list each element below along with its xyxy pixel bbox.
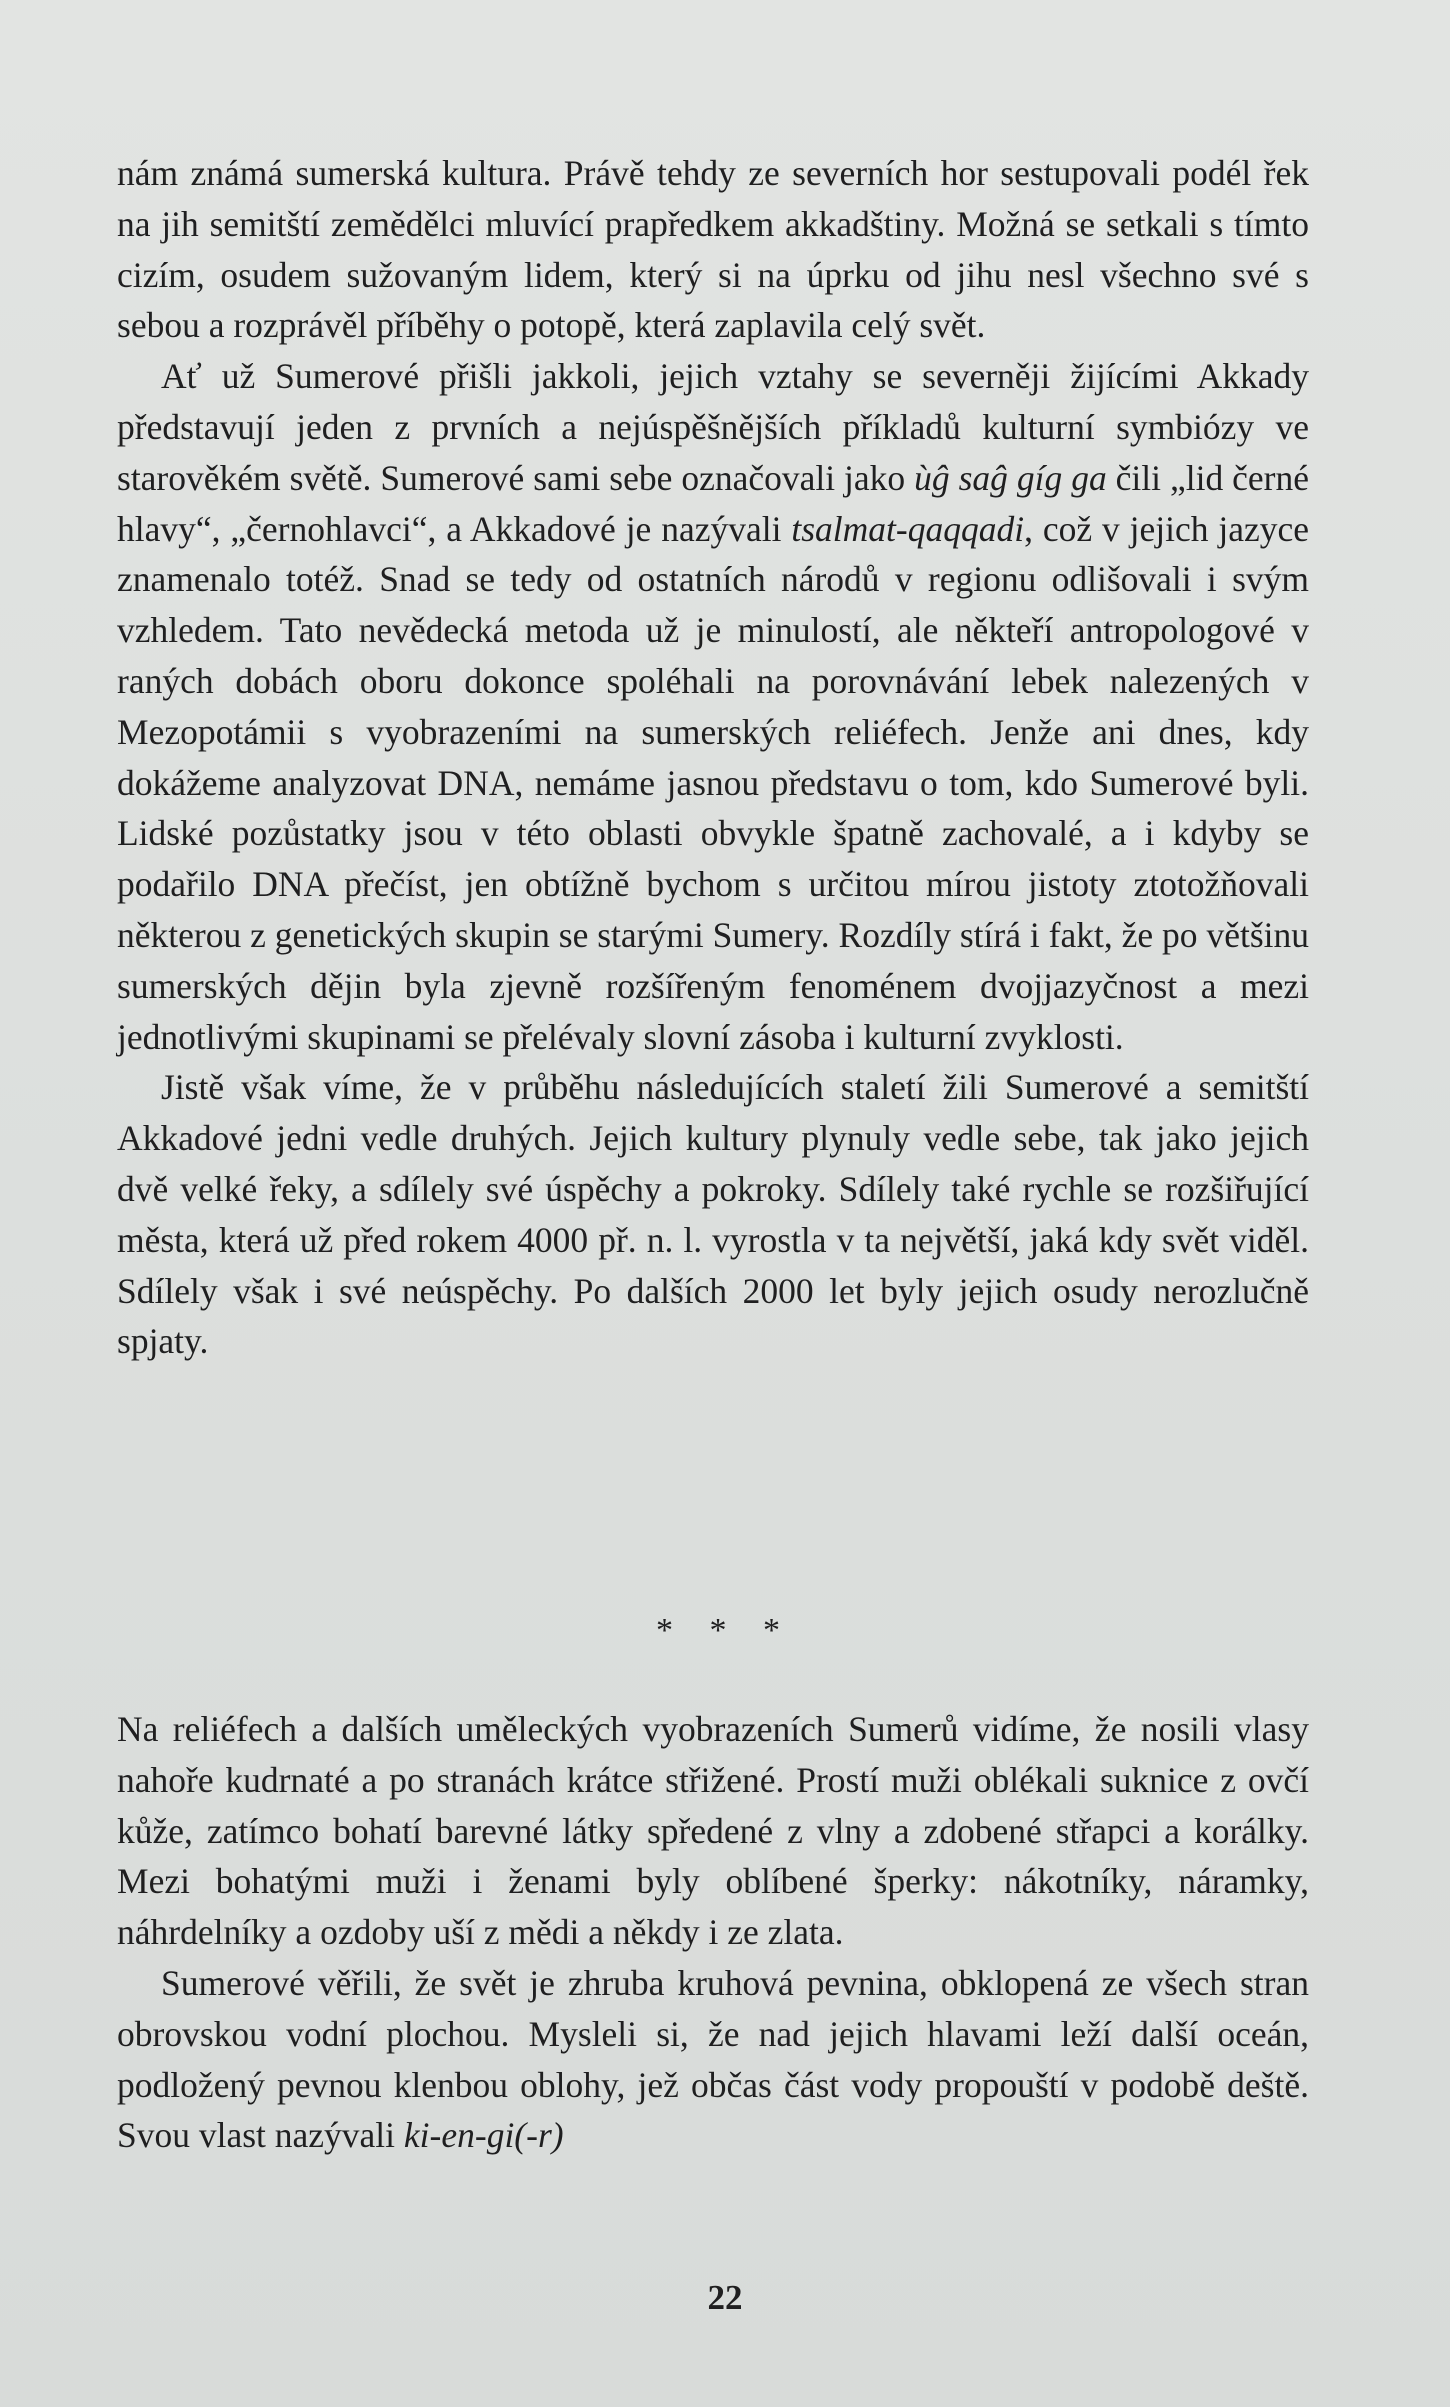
paragraph-5 — [117, 1958, 1309, 2161]
page-number: 22 — [707, 2278, 743, 2317]
homeland-term: ki-en-gi(-r) — [403, 2115, 564, 2156]
section-separator: * * * — [656, 1612, 794, 1649]
upper-text-section — [117, 148, 1309, 1367]
paragraph-2-part-a: Ať už Sumerové přišli jakkoli, jejich vztahy se severněji žijícími Akkady představují jeden z prvních a nejúspěšnějších příkladů kulturní symbiózy ve starověkém světě. Sumerové sami sebe označovali jako — [117, 356, 1309, 498]
paragraph-5-part-a: Sumerové věřili, že svět je zhruba kruhová pevnina, obklopená ze všech stran obrovskou vodní plochou. Mysleli si, že nad jejich hlavami leží další oceán, podložený pevnou klenbou oblohy, jež občas část vody propouští v podobě deště. Svou vlast nazývali — [117, 1962, 1309, 2156]
paragraph-1: nám známá sumerská kultura. Právě tehdy ze severních hor sestupovali podél řek na jih semitští zemědělci mluvící prapředkem akkadštiny. Možná se setkali s tímto cizím, osudem sužovaným lidem, který si na úprku od jihu nesl všechno své s sebou a rozprávěl příběhy o potopě, která zaplavila celý svět. — [117, 153, 1309, 346]
lower-text-section — [117, 1704, 1309, 2161]
paragraph-2-part-c: , což v jejich jazyce znamenalo totéž. Snad se tedy od ostatních národů v regionu odlišovali i svým vzhledem. Tato nevědecká metoda už je minulostí, ale někteří antropologové v raných dobách oboru dokonce spoléhali na porovnávání lebek nalezených v Mezopotámii s vyobrazeními na sumerských reliéfech. Jenže ani dnes, kdy dokážeme analyzovat DNA, nemáme jasnou představu o tom, kdo Sumerové byli. Lidské pozůstatky jsou v této oblasti obvykle špatně zachovalé, a i kdyby se podařilo DNA přečíst, jen obtížně bychom s určitou mírou jistoty ztotožňovali některou z genetických skupin se starými Sumery. Rozdíly stírá i fakt, že po většinu sumerských dějin byla zjevně rozšířeným fenoménem dvojjazyčnost a mezi jednotlivými skupinami se přelévaly slovní zásoba i kulturní zvyklosti. — [117, 508, 1309, 1057]
paragraph-2-part-b: čili „lid černé hlavy“, „černohlavci“, a Akkadové je nazývali — [117, 457, 1310, 549]
paragraph-3: Jistě však víme, že v průběhu následujících staletí žili Sumerové a semitští Akkadové jedni vedle druhých. Jejich kultury plynuly vedle sebe, tak jako jejich dvě velké řeky, a sdílely své úspěchy a pokroky. Sdílely také rychle se rozšiřující města, která už před rokem 4000 př. n. l. vyrostla v ta největší, jaká kdy svět viděl. Sdílely však i své neúspěchy. Po dalších 2000 let byly jejich osudy nerozlučně spjaty. — [117, 1067, 1309, 1362]
sumerian-self-name-term: ùĝ saĝ gíg ga — [914, 457, 1107, 498]
paragraph-2 — [117, 351, 1309, 1062]
paragraph-4: Na reliéfech a dalších uměleckých vyobrazeních Sumerů vidíme, že nosili vlasy nahoře kudrnaté a po stranách krátce střižené. Prostí muži oblékali suknice z ovčí kůže, zatímco bohatí barevné látky spředené z vlny a zdobené střapci a korálky. Mezi bohatými muži i ženami byly oblíbené šperky: nákotníky, náramky, náhrdelníky a ozdoby uší z mědi a někdy i ze zlata. — [117, 1709, 1309, 1953]
akkadian-term: tsalmat-qaqqadi — [791, 508, 1025, 549]
